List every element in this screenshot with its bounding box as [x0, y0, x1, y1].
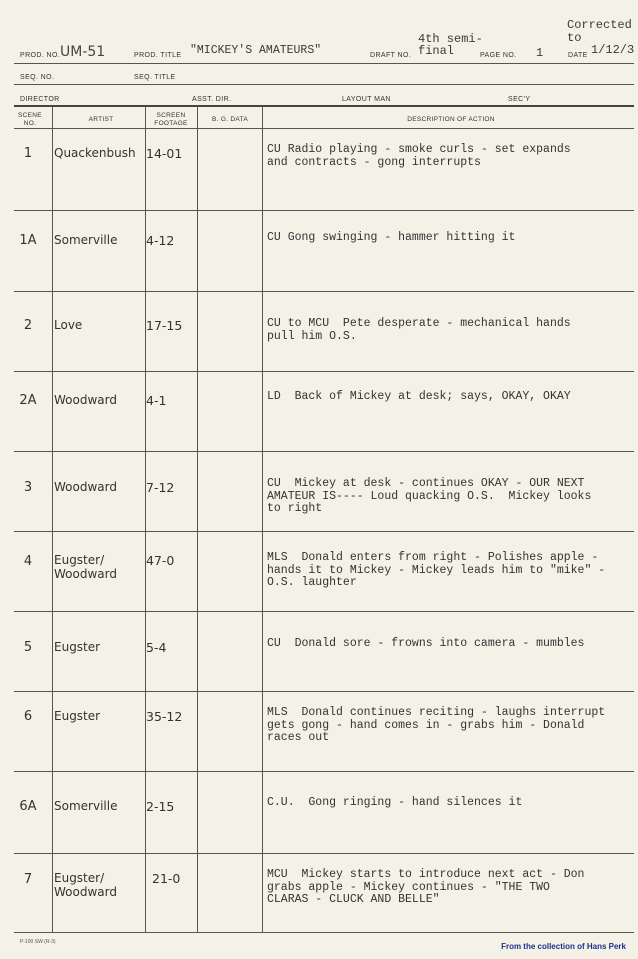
artist-name: Eugster/ Woodward: [54, 871, 117, 899]
artist-name: Eugster/ Woodward: [54, 553, 117, 581]
col-divider-1: [52, 106, 53, 932]
layout-man-label: LAYOUT MAN: [342, 96, 391, 103]
row-divider: [14, 691, 634, 692]
row-divider: [14, 771, 634, 772]
artist-name: Eugster: [54, 640, 101, 654]
form-number: P-100 SW (R-3): [20, 939, 56, 945]
scene-number: 1A: [19, 233, 37, 248]
col-head-scene-no: SCENE NO.: [18, 112, 42, 127]
action-description: CU Gong swinging - hammer hitting it: [267, 231, 516, 244]
screen-footage: 7-12: [146, 480, 175, 495]
screen-footage: 4-12: [146, 233, 175, 248]
collection-credit: From the collection of Hans Perk: [501, 942, 626, 951]
seq-no-label: SEQ. NO.: [20, 74, 55, 81]
col-head-description: DESCRIPTION OF ACTION: [407, 116, 495, 123]
scene-number: 6: [23, 709, 33, 724]
artist-name: Quackenbush: [54, 146, 136, 160]
date-label: DATE: [568, 52, 588, 59]
scene-number: 1: [23, 146, 33, 161]
action-description: MLS Donald continues reciting - laughs interrupt gets gong - hand comes in - grabs him - Donald races out: [267, 706, 606, 744]
row-divider: [14, 451, 634, 452]
scene-number: 5: [23, 640, 33, 655]
action-description: CU to MCU Pete desperate - mechanical hands pull him O.S.: [267, 317, 571, 343]
row-divider: [14, 371, 634, 372]
header-rule-2: [14, 84, 634, 85]
action-description: LD Back of Mickey at desk; says, OKAY, OKAY: [267, 390, 571, 403]
artist-name: Woodward: [54, 393, 117, 407]
action-description: CU Radio playing - smoke curls - set expands and contracts - gong interrupts: [267, 143, 571, 169]
seq-title-label: SEQ. TITLE: [134, 74, 176, 81]
col-head-screen-footage: SCREEN FOOTAGE: [154, 112, 188, 127]
page-no-value: 1: [536, 46, 544, 60]
scene-number: 2A: [19, 393, 37, 408]
prod-no-value: UM-51: [60, 44, 106, 60]
row-divider: [14, 291, 634, 292]
secy-label: SEC'Y: [508, 96, 531, 103]
scene-number: 6A: [19, 799, 37, 814]
row-divider: [14, 531, 634, 532]
action-description: CU Mickey at desk - continues OKAY - OUR NEXT AMATEUR IS---- Loud quacking O.S. Mickey looks to right: [267, 477, 592, 515]
scene-number: 7: [23, 872, 33, 887]
artist-name: Woodward: [54, 480, 117, 494]
screen-footage: 47-0: [146, 553, 175, 568]
col-divider-4: [262, 106, 263, 932]
draft-no-label: DRAFT NO.: [370, 52, 412, 59]
screen-footage: 17-15: [146, 318, 183, 333]
table-bottom-rule: [14, 932, 634, 933]
screen-footage: 35-12: [146, 709, 183, 724]
director-label: DIRECTOR: [20, 96, 60, 103]
date-value: 1/12/3: [591, 43, 635, 57]
action-description: CU Donald sore - frowns into camera - mumbles: [267, 637, 585, 650]
artist-name: Somerville: [54, 799, 118, 813]
action-description: C.U. Gong ringing - hand silences it: [267, 796, 523, 809]
screen-footage: 14-01: [146, 146, 183, 161]
header-rule-1: [14, 63, 634, 64]
screen-footage: 4-1: [146, 393, 167, 408]
row-divider: [14, 210, 634, 211]
row-divider: [14, 853, 634, 854]
draft-no-value-line1: 4th semi-: [418, 32, 483, 46]
screen-footage: 2-15: [146, 799, 175, 814]
scene-number: 2: [23, 318, 33, 333]
prod-no-label: PROD. NO.: [20, 52, 61, 59]
corrected-line1: Corrected: [567, 18, 632, 32]
screen-footage: 5-4: [146, 640, 167, 655]
header-rule-3: [14, 105, 634, 107]
artist-name: Eugster: [54, 709, 101, 723]
prod-title-value: "MICKEY'S AMATEURS": [190, 44, 322, 57]
draft-no-value-line2: final: [418, 44, 455, 58]
corrected-line2: to: [567, 31, 582, 45]
prod-title-label: PROD. TITLE: [134, 52, 182, 59]
col-head-bg-data: B. G. DATA: [212, 116, 248, 123]
column-header-rule: [14, 128, 634, 129]
scene-number: 3: [23, 480, 33, 495]
screen-footage: 21-0: [152, 871, 181, 886]
action-description: MCU Mickey starts to introduce next act - Don grabs apple - Mickey continues - "THE TWO CLARAS - CLUCK AND BELLE": [267, 868, 585, 906]
artist-name: Somerville: [54, 233, 118, 247]
row-divider: [14, 611, 634, 612]
action-description: MLS Donald enters from right - Polishes apple - hands it to Mickey - Mickey leads him to "mike" - O.S. laughter: [267, 551, 606, 589]
col-head-artist: ARTIST: [88, 116, 114, 123]
asst-dir-label: ASST. DIR.: [192, 96, 232, 103]
scene-number: 4: [23, 554, 33, 569]
page-no-label: PAGE NO.: [480, 52, 517, 59]
artist-name: Love: [54, 318, 83, 332]
